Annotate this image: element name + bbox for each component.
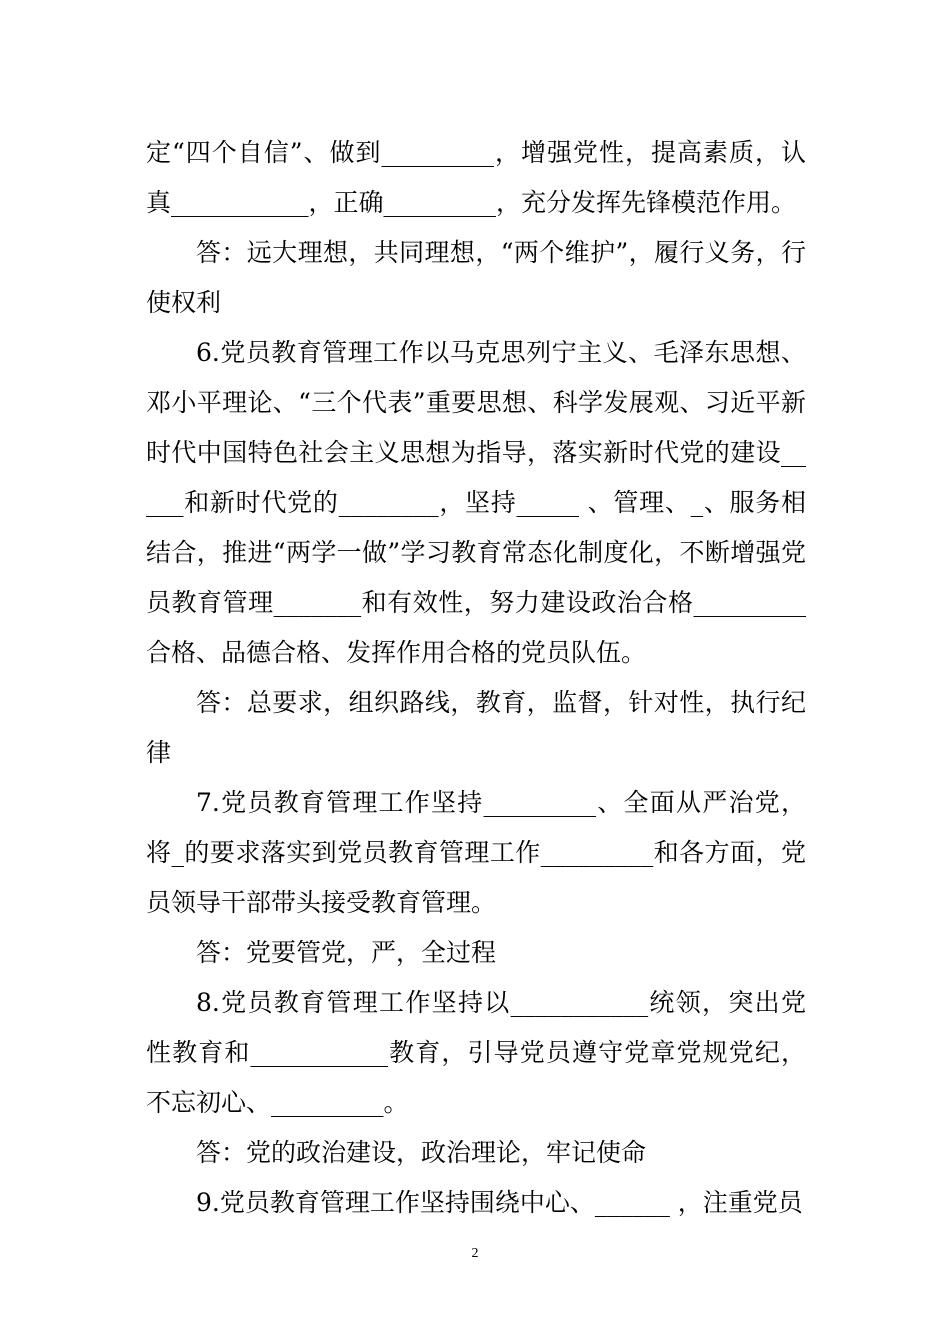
question-9: 9.党员教育管理工作坚持围绕中心、______ ，注重党员 xyxy=(196,1188,803,1217)
answer-6: 答：总要求，组织路线，教育，监督，针对性，执行纪律 xyxy=(146,688,806,767)
question-8: 8.党员教育管理工作坚持以___________统领，突出党性教育和___________教育，引导党员遵守党章党规党纪，不忘初心、_________。 xyxy=(146,988,806,1117)
question-7: 7.党员教育管理工作坚持_________、全面从严治党，将_的要求落实到党员教育管理工作_________和各方面，党员领导干部带头接受教育管理。 xyxy=(146,788,806,917)
answer-8: 答：党的政治建设，政治理论，牢记使命 xyxy=(196,1138,647,1167)
answer-5: 答：远大理想，共同理想，“两个维护”，履行义务，行使权利 xyxy=(146,238,806,317)
question-6: 6.党员教育管理工作以马克思列宁主义、毛泽东思想、邓小平理论、“三个代表”重要思想、科学发展观、习近平新时代中国特色社会主义思想为指导，落实新时代党的建设_____和新时代党的________，坚持_____ 、管理、_、服务相结合，推进“两学一做”学习教育常态化制度化，不断增强党员教育管理_______和有效性，努力建设政治合格_________ 合格、品德合格、发挥作用合格的党员队伍。 xyxy=(146,338,806,667)
page-number: 2 xyxy=(471,1246,479,1261)
answer-7: 答：党要管党，严，全过程 xyxy=(196,938,497,967)
paragraph-continuation: 定“四个自信”、做到_________，增强党性，提高素质，认真___________，正确_________，充分发挥先锋模范作用。 xyxy=(146,138,806,217)
document-body xyxy=(146,128,806,1228)
